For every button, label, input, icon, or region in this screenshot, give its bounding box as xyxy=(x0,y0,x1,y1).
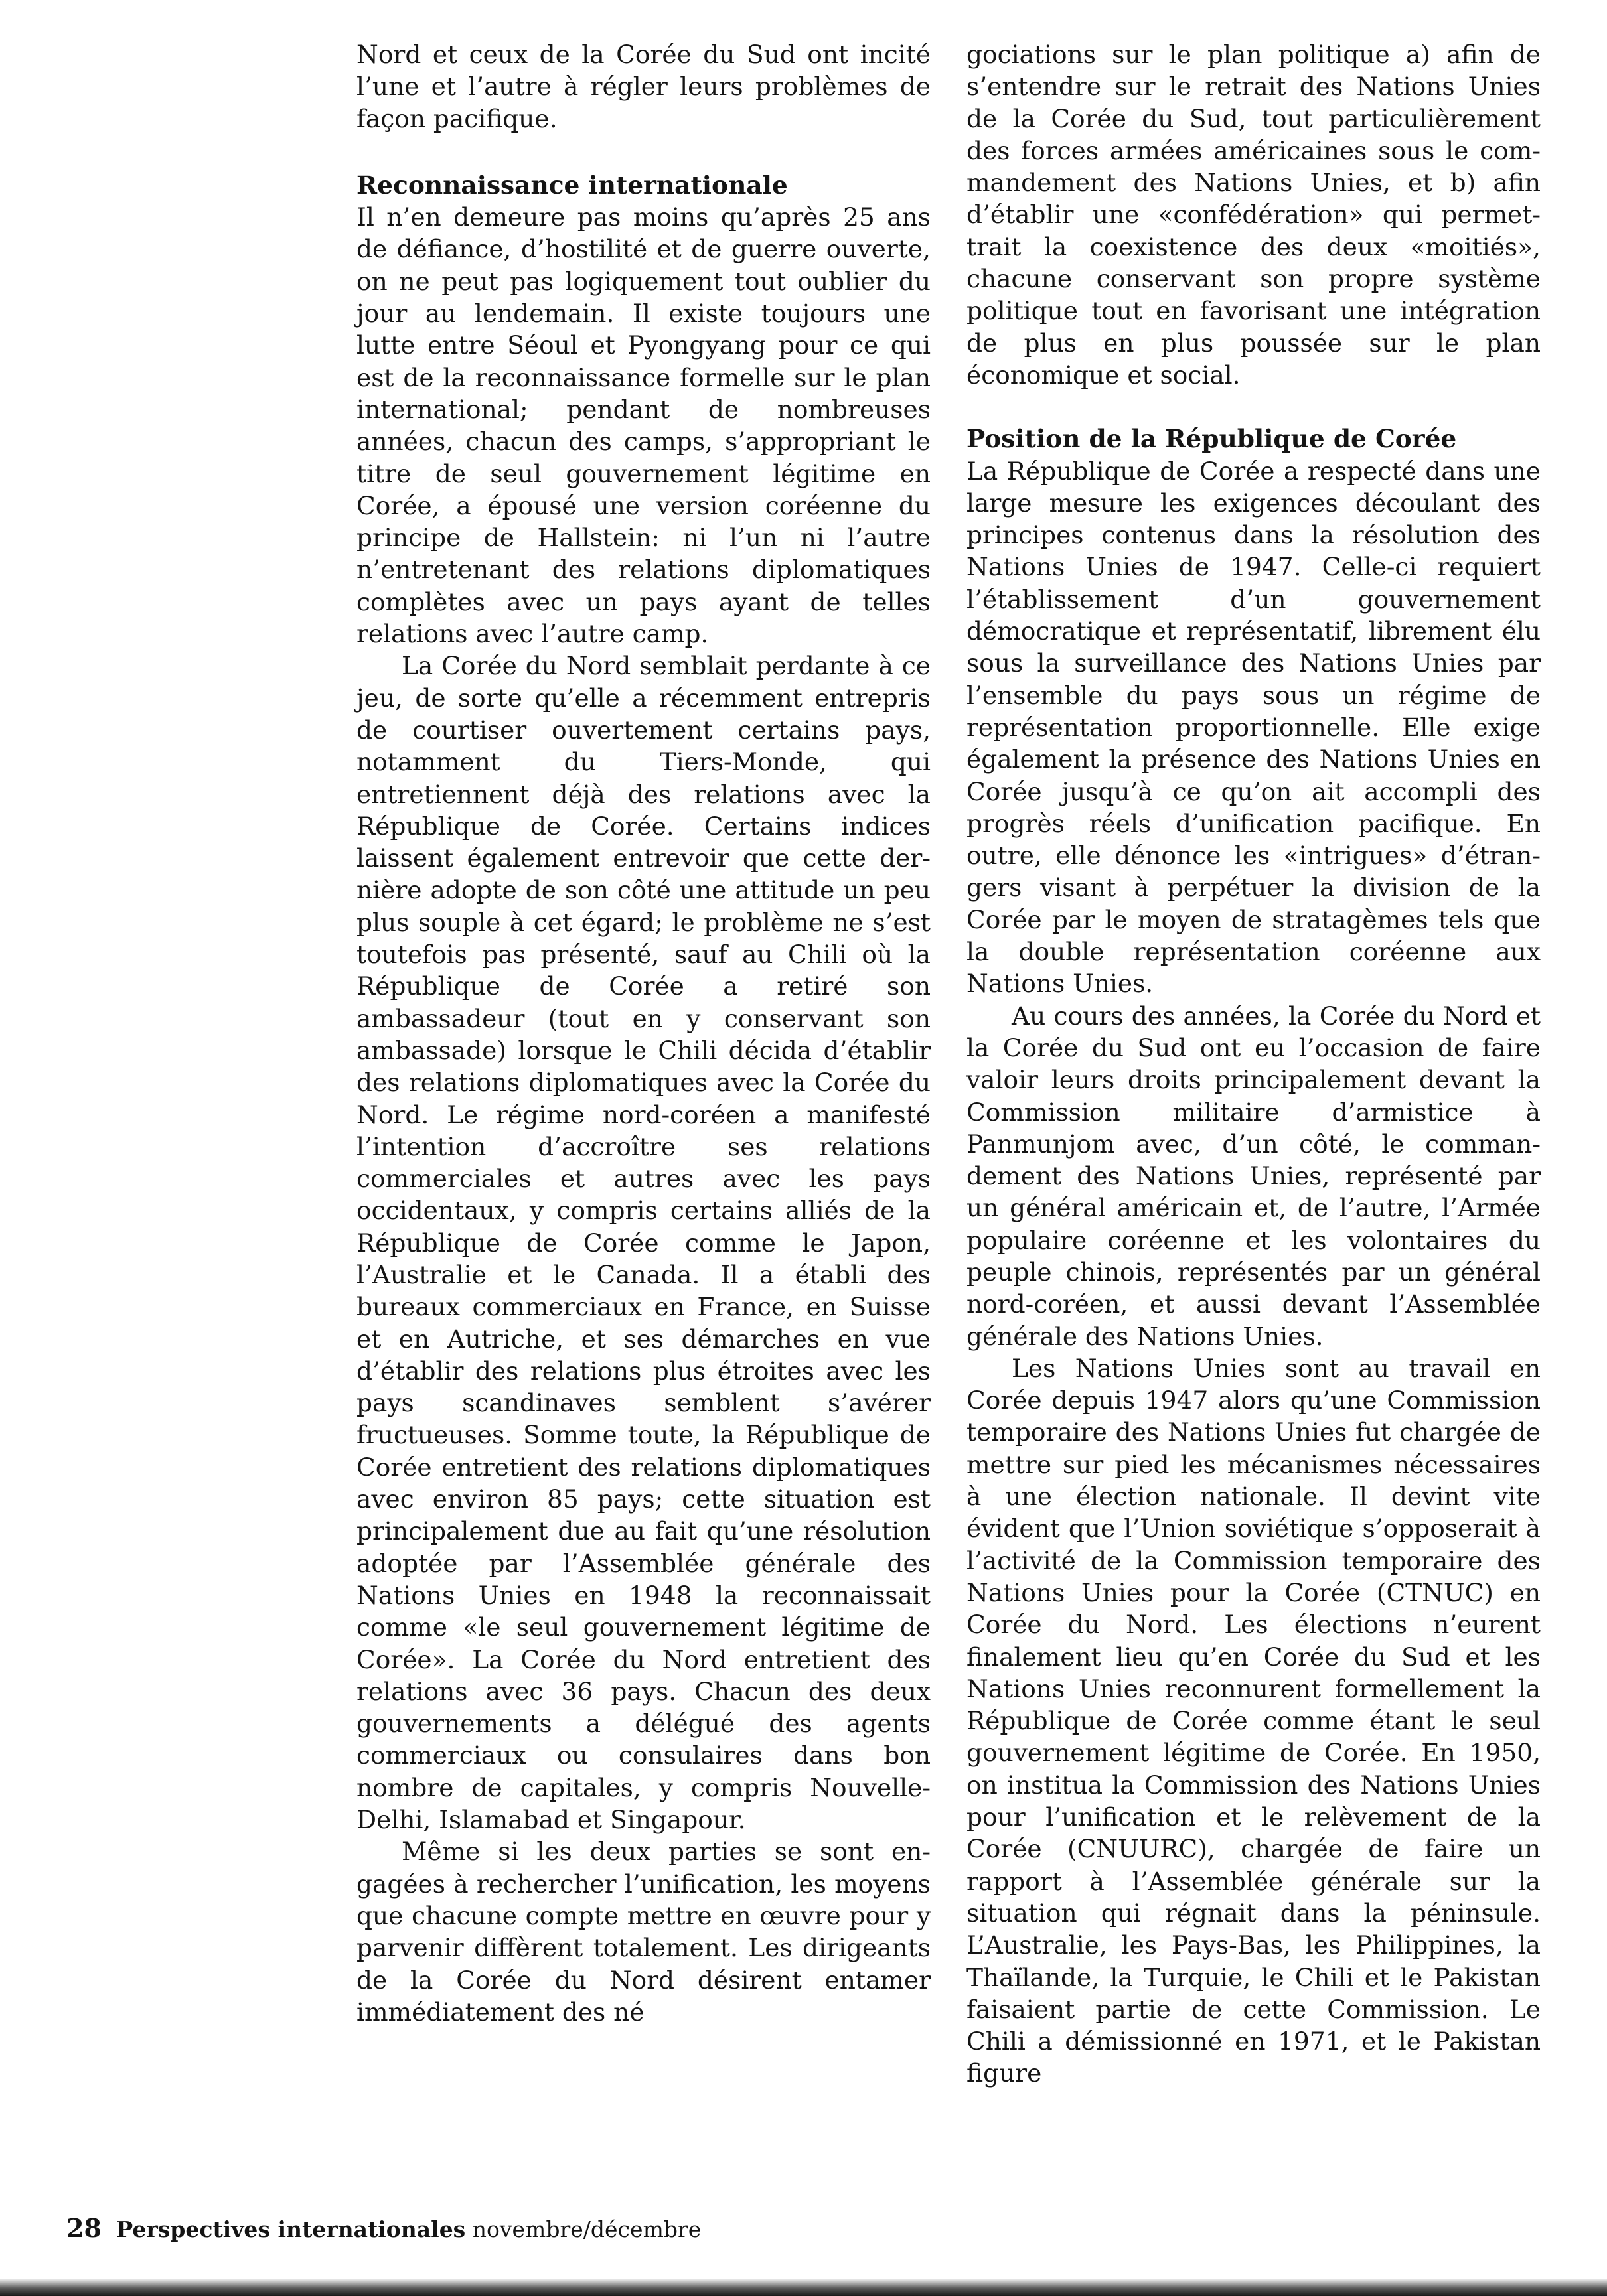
paragraph: Au cours des années, la Corée du Nord et la Corée du Sud ont eu l’occasion de faire valoir leurs droits principalement devant la Commission militaire d’armistice à Panmunjom avec, d’un côté, le commandement des Nations Unies, représenté par un général américain et, de l’autre, l’Armée populaire coréenne et les volontaires du peuple chinois, représentés par un général nord-coréen, et aussi devant l’Assemblée générale des Nations Unies. xyxy=(966,1001,1541,1351)
issue-date: novembre/décembre xyxy=(472,2216,702,2242)
scan-bottom-edge xyxy=(0,2279,1607,2296)
right-column xyxy=(966,38,1541,2090)
page-footer xyxy=(66,2215,701,2243)
paragraph: La Corée du Nord semblait perdante à ce jeu, de sorte qu’elle a récemment entrepris de courtiser ouvertement certains pays, notamment du Tiers-Monde, qui entretiennent déjà des relations avec la République de Corée. Certains indices laissent également entrevoir que cette dernière adopte de son côté une attitude un peu plus souple à cet égard; le problème ne s’est toutefois pas présenté, sauf au Chili où la République de Corée a retiré son ambassadeur (tout en y conservant son ambassade) lorsque le Chili décida d’établir des relations diplomatiques avec la Corée du Nord. Le régime nord-coréen a manifesté l’intention d’accroître ses relations commerciales et autres avec les pays occidentaux, y compris certains alliés de la République de Corée comme le Japon, l’Australie et le Canada. Il a établi des bureaux commerciaux en France, en Suisse et en Autriche, et ses démarches en vue d’établir des relations plus étroites avec les pays scandinaves semblent s’avérer fructueuses. Somme toute, la République de Corée entretient des relations diplomatiques avec environ 85 pays; cette situation est principalement due au fait qu’une résolution adoptée par l’Assemblée générale des Nations Unies en 1948 la reconnaissait comme «le seul gouvernement légitime de Corée». La Corée du Nord entretient des relations avec 36 pays. Chacun des deux gouvernements a délégué des agents commerciaux ou consulaires dans bon nombre de capitales, y compris Nouvelle-Delhi, Islamabad et Singapour. xyxy=(356,651,931,1835)
paragraph: Les Nations Unies sont au travail en Corée depuis 1947 alors qu’une Commission temporaire des Nations Unies fut chargée de mettre sur pied les mécanismes nécessaires à une élection nationale. Il devint vite évident que l’Union soviétique s’opposerait à l’activité de la Commission temporaire des Nations Unies pour la Corée (CTNUC) en Corée du Nord. Les élections n’eurent finalement lieu qu’en Corée du Sud et les Nations Unies reconnurent formellement la République de Corée comme étant le seul gouvernement légitime de Corée. En 1950, on institua la Commission des Nations Unies pour l’unification et le relèvement de la Corée (CNUURC), chargée de faire un rapport à l’Assemblée générale sur la situation qui régnait dans la péninsule. L’Australie, les Pays-Bas, les Philippines, la Thaïlande, la Turquie, le Chili et le Pakistan faisaient partie de cette Commission. Le Chili a démissionné en 1971, et le Pakistan figure xyxy=(966,1353,1541,2088)
paragraph: La République de Corée a respecté dans une large mesure les exigences découlant des principes contenus dans la résolution des Nations Unies de 1947. Celle-ci requiert l’établissement d’un gouvernement démocratique et représentatif, librement élu sous la surveillance des Nations Unies par l’ensemble du pays sous un régime de représentation proportionnelle. Elle exige également la présence des Nations Unies en Corée jusqu’à ce qu’on ait accompli des progrès réels d’unification pacifique. En outre, elle dénonce les «intrigues» d’étrangers visant à perpétuer la division de la Corée par le moyen de stratagèmes tels que la double représentation coréenne aux Nations Unies. xyxy=(966,456,1541,999)
section-heading: Reconnaissance internationale xyxy=(356,170,788,200)
left-column xyxy=(356,38,931,2028)
paragraph: gociations sur le plan politique a) afin de s’entendre sur le retrait des Nations Unies de la Corée du Sud, tout particulièrement des forces armées américaines sous le commandement des Nations Unies, et b) afin d’établir une «confédération» qui permettrait la coexistence des deux «moitiés», chacune conservant son propre système politique tout en favorisant une intégration de plus en plus poussée sur le plan économique et social. xyxy=(966,40,1541,390)
section-heading: Position de la République de Corée xyxy=(966,424,1457,454)
page-number: 28 xyxy=(66,2213,102,2243)
journal-title: Perspectives internationales xyxy=(116,2216,466,2242)
paragraph: Il n’en demeure pas moins qu’après 25 ans de défiance, d’hostilité et de guerre ouverte, on ne peut pas logiquement tout oublier du jour au lendemain. Il existe toujours une lutte entre Séoul et Pyongyang pour ce qui est de la reconnaissance formelle sur le plan international; pendant de nombreuses années, chacun des camps, s’appropriant le titre de seul gouvernement légitime en Corée, a épousé une version coréenne du principe de Hallstein: ni l’un ni l’autre n’entretenant des relations diplomatiques complètes avec un pays ayant de telles relations avec l’autre camp. xyxy=(356,202,931,649)
paragraph: Même si les deux parties se sont engagées à rechercher l’unification, les moyens que chacune compte mettre en œuvre pour y parvenir diffèrent totalement. Les dirigeants de la Corée du Nord désirent entamer immédiatement des né xyxy=(356,1837,931,2027)
paragraph: Nord et ceux de la Corée du Sud ont incité l’une et l’autre à régler leurs problèmes de façon pacifique. xyxy=(356,40,931,133)
